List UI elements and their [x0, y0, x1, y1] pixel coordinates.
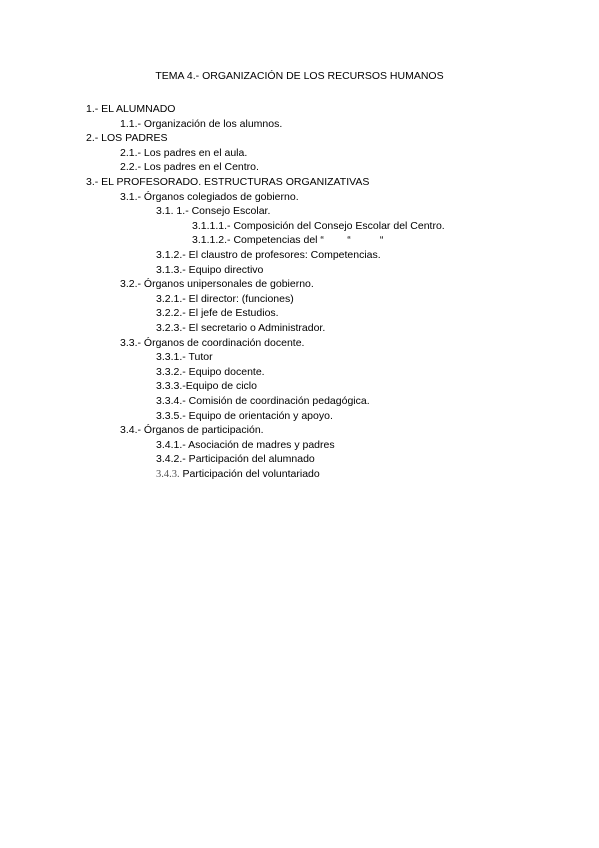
outline-item: 3.2.2.- El jefe de Estudios.	[156, 307, 279, 320]
outline-item: 3.1.- Órganos colegiados de gobierno.	[120, 190, 299, 203]
outline-item: 3.1.2.- El claustro de profesores: Competencias.	[156, 249, 381, 261]
outline-item	[156, 467, 320, 482]
outline-item: 3.- EL PROFESORADO. ESTRUCTURAS ORGANIZATIVAS	[86, 176, 370, 188]
outline-item: 2.2.- Los padres en el Centro.	[120, 161, 259, 174]
outline-item: 3.3.2.- Equipo docente.	[156, 365, 265, 378]
outline-item: 1.- EL ALUMNADO	[86, 103, 176, 115]
outline-item: 3.3.4.- Comisión de coordinación pedagógica.	[156, 395, 370, 407]
page-title: TEMA 4.- ORGANIZACIÓN DE LOS RECURSOS HUMANOS	[155, 70, 444, 82]
outline-item-number: 3.4.3.	[156, 469, 180, 480]
outline-item: 3.3.- Órganos de coordinación docente.	[120, 336, 305, 349]
outline-item: 2.1.- Los padres en el aula.	[120, 146, 248, 159]
outline-item: 3.3.3.-Equipo de ciclo	[156, 380, 257, 393]
outline-item: 3.1. 1.- Consejo Escolar.	[156, 205, 271, 218]
outline-item: 3.2.3.- El secretario o Administrador.	[156, 322, 326, 334]
outline-item: 3.4.2.- Participación del alumnado	[156, 453, 315, 466]
outline-item: 3.2.- Órganos unipersonales de gobierno.	[120, 278, 314, 291]
outline-item: 3.1.1.1.- Composición del Consejo Escolar del Centro.	[192, 219, 445, 232]
outline-item: 1.1.- Organización de los alumnos.	[120, 117, 283, 130]
outline-item: 3.4.1.- Asociación de madres y padres	[156, 438, 335, 451]
outline-item: 2.- LOS PADRES	[86, 132, 168, 145]
outline-item: 3.3.5.- Equipo de orientación y apoyo.	[156, 409, 333, 422]
outline-item: 3.4.- Órganos de participación.	[120, 424, 264, 437]
outline-item: 3.3.1.- Tutor	[156, 351, 213, 364]
outline-item: 3.1.1.2.- Competencias del “ “ “	[192, 234, 384, 247]
outline-item: 3.2.1.- El director: (funciones)	[156, 292, 294, 305]
outline-item: 3.1.3.- Equipo directivo	[156, 263, 264, 276]
outline-item-label: Participación del voluntariado	[179, 468, 320, 480]
